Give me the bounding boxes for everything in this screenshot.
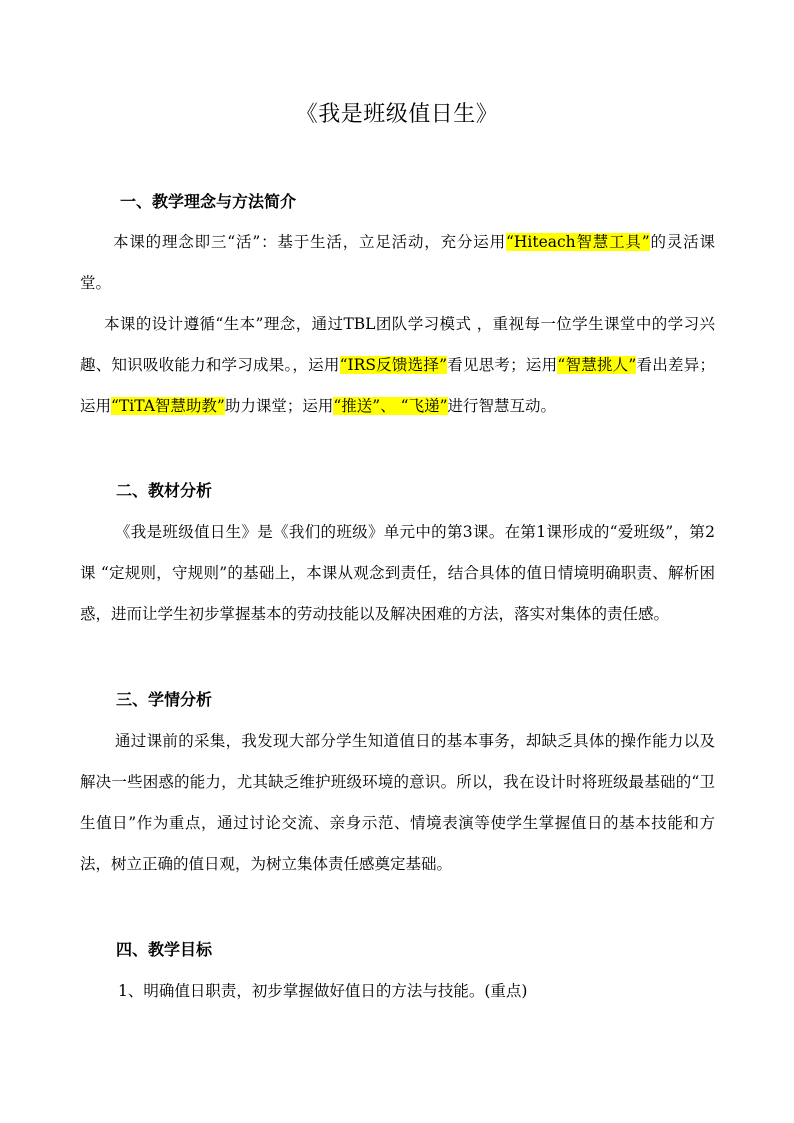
text-run: 本课的理念即三“活”：基于生活，立足活动，充分运用 (113, 233, 506, 251)
paragraph-material: 《我是班级值日生》是《我们的班级》单元中的第3课。在第1课形成的“爱班级”，第2课 “定规则，守规则”的基础上，本课从观念到责任，结合具体的值日情境明确职责、解析困惑，进而让学生初步掌握基本的劳动技能以及解决困难的方法，落实对集体的责任感。 (80, 523, 715, 623)
highlight-smart-pick: “智慧挑人” (557, 356, 637, 374)
highlight-push-fly: “推送”、 “飞递” (333, 397, 448, 415)
paragraph-learners: 通过课前的采集，我发现大部分学生知道值日的基本事务，却缺乏具体的操作能力以及解决一些困惑的能力，尤其缺乏维护班级环境的意识。所以，我在设计时将班级最基础的“卫生值日”作为重点，通过讨论交流、亲身示范、情境表演等使学生掌握值日的基本技能和方法，树立正确的值日观，为树立集体责任感奠定基础。 (80, 732, 715, 873)
paragraph-philosophy-1 (80, 222, 715, 304)
highlight-hiteach-tools: “Hiteach智慧工具” (505, 233, 650, 251)
text-run: 看见思考；运用 (447, 356, 558, 374)
highlight-tita-assistant: “TiTA智慧助教” (111, 397, 225, 415)
section-heading-objectives: 四、教学目标 (116, 940, 213, 959)
text-run: 助力课堂；运用 (224, 397, 334, 415)
highlight-irs-feedback: “IRS反馈选择” (339, 356, 448, 374)
section-heading-learners: 三、学情分析 (116, 690, 213, 709)
text-run: 的灵活课堂。 (80, 233, 715, 292)
paragraph-philosophy-2 (80, 304, 715, 427)
section-heading-philosophy: 一、教学理念与方法简介 (120, 192, 297, 211)
text-run: 看出差异；运用 (80, 356, 715, 415)
objective-item-1: 1、明确值日职责，初步掌握做好值日的方法与技能。(重点) (118, 982, 528, 1000)
document-title: 《我是班级值日生》 (295, 102, 499, 127)
text-run: 进行智慧互动。 (447, 397, 557, 415)
text-run: 本课的设计遵循“生本”理念，通过TBL团队学习模式 ，重视每一位学生课堂中的学习兴趣、知识吸收能力和学习成果。，运用 (80, 315, 715, 374)
section-heading-material: 二、教材分析 (116, 481, 213, 500)
